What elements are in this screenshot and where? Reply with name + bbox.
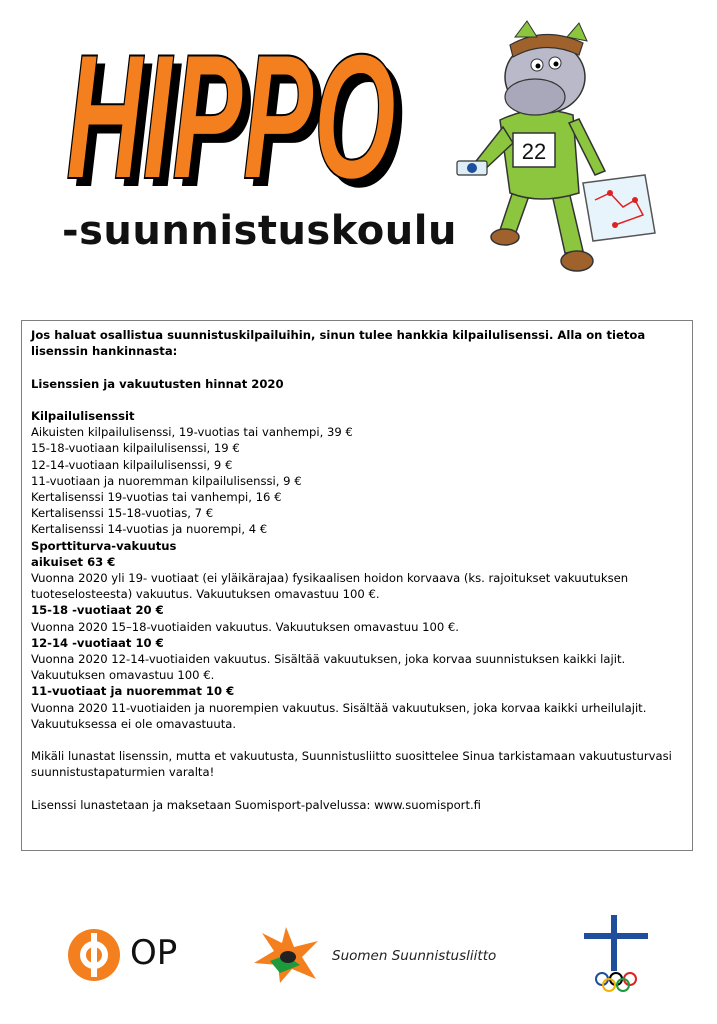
ssl-star-icon bbox=[250, 925, 322, 985]
insurance-text: Vuonna 2020 15–18-vuotiaiden vakuutus. Vakuutuksen omavastuu 100 €. bbox=[31, 619, 459, 634]
license-item: Kertalisenssi 15-18-vuotias, 7 € bbox=[31, 506, 214, 521]
hippo-title-logo bbox=[60, 28, 420, 208]
insurance-text: Vuonna 2020 11-vuotiaiden ja nuorempien vakuutus. Sisältää vakuutuksen, joka korvaa kaikki urheilulajit. Vakuutuksessa ei ole omavastuuta. bbox=[31, 700, 647, 731]
hippo-title-shadow: HIPPO bbox=[74, 28, 404, 208]
ssl-label: Suomen Suunnistusliitto bbox=[332, 948, 497, 964]
insurance-title: aikuiset 63 € bbox=[31, 554, 116, 569]
insurance-title: 11-vuotiaat ja nuoremmat 10 € bbox=[31, 684, 235, 699]
intro-text: Jos haluat osallistua suunnistuskilpailuihin, sinun tulee hankkia kilpailulisenssi. Alla on tietoa lisenssin hankinnasta: bbox=[31, 328, 646, 359]
prices-heading: Lisenssien ja vakuutusten hinnat 2020 bbox=[31, 376, 284, 391]
insurance-title: 12-14 -vuotiaat 10 € bbox=[31, 635, 164, 650]
license-item: 15-18-vuotiaan kilpailulisenssi, 19 € bbox=[31, 441, 240, 456]
ssl-logo bbox=[250, 925, 520, 985]
license-item: 11-vuotiaan ja nuoremman kilpailulisenssi, 9 € bbox=[31, 473, 302, 488]
licenses-heading: Kilpailulisenssit bbox=[31, 408, 135, 423]
op-logo bbox=[66, 925, 176, 985]
insurance-text: Vuonna 2020 yli 19- vuotiaat (ei yläikärajaa) fysikaalisen hoidon korvaava (ks. rajoitukset vakuutuksen tuoteselosteesta) vakuutus. Vakuutuksen omavastuu 100 €. bbox=[31, 571, 629, 602]
op-label: OP bbox=[130, 933, 178, 973]
hippo-mascot bbox=[455, 15, 665, 285]
insurance-heading: Sporttiturva-vakuutus bbox=[31, 538, 177, 553]
license-item: Aikuisten kilpailulisenssi, 19-vuotias tai vanhempi, 39 € bbox=[31, 425, 353, 440]
recommendation-text: Mikäli lunastat lisenssin, mutta et vakuutusta, Suunnistusliitto suosittelee Sinua tarkistamaan vakuutusturvasi suunnistustapaturmien varalta! bbox=[31, 749, 672, 780]
olympic-committee-logo bbox=[578, 915, 654, 995]
license-item: 12-14-vuotiaan kilpailulisenssi, 9 € bbox=[31, 457, 233, 472]
op-circle-icon bbox=[66, 925, 126, 985]
subtitle: -suunnistuskoulu bbox=[62, 208, 457, 254]
license-item: Kertalisenssi 14-vuotias ja nuorempi, 4 € bbox=[31, 522, 268, 537]
hippo-title-text: HIPPO bbox=[66, 28, 396, 208]
license-item: Kertalisenssi 19-vuotias tai vanhempi, 16 € bbox=[31, 490, 282, 504]
insurance-title: 15-18 -vuotiaat 20 € bbox=[31, 603, 164, 618]
purchase-info-text: Lisenssi lunastetaan ja maksetaan Suomisport-palvelussa: www.suomisport.fi bbox=[31, 797, 481, 812]
insurance-text: Vuonna 2020 12-14-vuotiaiden vakuutus. Sisältää vakuutuksen, joka korvaa suunnistuksen kaikki lajit. Vakuutuksen omavastuu 100 €. bbox=[31, 652, 626, 683]
license-info-box bbox=[21, 320, 693, 851]
bib-number: 22 bbox=[521, 139, 547, 164]
